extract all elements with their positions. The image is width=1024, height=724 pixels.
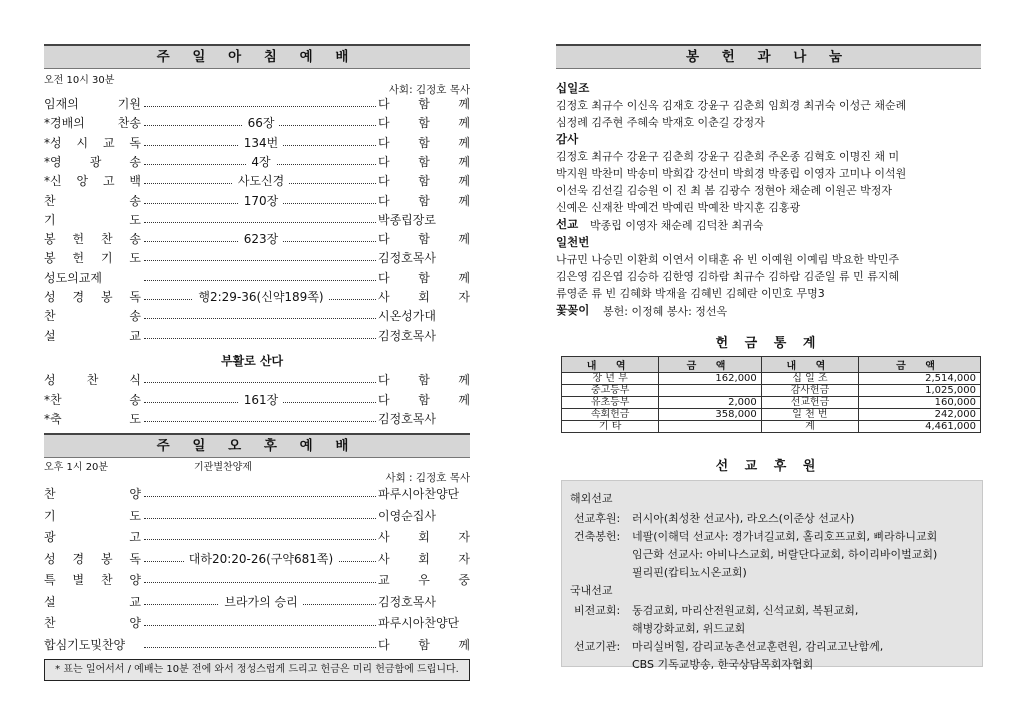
order-row <box>44 211 470 230</box>
finance-cell <box>659 421 761 433</box>
finance-row <box>562 373 981 385</box>
order-item-leader: 사 회 자 <box>378 290 470 304</box>
order-item-leader: 다 함 께 <box>378 154 470 169</box>
order-item-name: *축 도 <box>44 412 141 426</box>
morning-service-banner: 주 일 아 침 예 배 <box>44 44 470 69</box>
order-item-name: *신 앙 고 백 <box>44 174 141 189</box>
order-item-detail-text: 170장 <box>239 194 284 208</box>
mission-label: 선교후원: <box>574 512 621 525</box>
order-item-name: 합심기도및찬양 <box>44 637 126 652</box>
order-item-name: 설 교 <box>44 328 141 343</box>
leader-dots <box>144 325 376 339</box>
order-row <box>44 410 470 429</box>
afternoon-service-banner: 주 일 오 후 예 배 <box>44 433 470 458</box>
finance-cell: 계 <box>761 421 858 433</box>
order-item-detail <box>164 593 358 612</box>
order-item-detail <box>164 391 358 410</box>
mission-text: 마리실버힐, 감리교농촌선교훈련원, 감리교고난함께, <box>632 640 884 653</box>
finance-cell: 십 일 조 <box>761 373 858 385</box>
order-row <box>44 269 470 288</box>
order-row <box>44 307 470 326</box>
mission-text: 러시아(최성찬 선교사), 라오스(이준상 선교사) <box>632 512 855 525</box>
leader-dots <box>144 369 376 383</box>
mission-text: CBS 기독교방송, 한국상담목회자협회 <box>632 658 814 671</box>
order-item-detail-text: 행2:29-36(신약189쪽) <box>193 290 328 304</box>
offering-names-line: 심정례 김주현 주혜숙 박재호 이춘길 강정자 <box>556 116 765 129</box>
leader-dots <box>144 247 376 261</box>
order-item-leader: 김정호목사 <box>378 412 436 426</box>
finance-title: 헌 금 통 계 <box>715 336 822 351</box>
leader-dots <box>144 305 376 319</box>
finance-row <box>562 421 981 433</box>
order-item-name: 기 도 <box>44 212 141 227</box>
order-item-leader: 다 함 께 <box>378 97 470 111</box>
order-item-detail <box>164 192 358 211</box>
finance-cell: 속회헌금 <box>562 409 659 421</box>
finance-cell: 4,461,000 <box>859 421 981 433</box>
order-item-detail <box>164 172 358 191</box>
mission-text: 네팔(이해덕 선교사: 경가녀길교회, 홀리호프교회, 삐라하니교회 <box>632 530 938 543</box>
leader-dots <box>144 505 376 519</box>
order-row <box>44 230 470 249</box>
order-row <box>44 134 470 153</box>
afternoon-host: 사회 : 김정호 목사 <box>385 472 470 484</box>
leader-dots <box>144 526 376 540</box>
order-item-detail-text: 사도신경 <box>233 174 289 188</box>
order-item-leader: 다 함 께 <box>378 392 470 407</box>
leader-dots <box>144 569 376 583</box>
order-item-name: *성 시 교 독 <box>44 135 141 150</box>
finance-cell <box>659 385 761 397</box>
morning-time: 오전 10시 30분 <box>44 75 115 86</box>
order-item-name: *찬 송 <box>44 392 141 407</box>
order-item-leader: 김정호목사 <box>378 328 436 343</box>
finance-cell: 162,000 <box>659 373 761 385</box>
order-row <box>44 528 470 547</box>
morning-sermon-title: 부활로 산다 <box>221 354 284 368</box>
overseas-label: 해외선교 <box>570 492 613 505</box>
order-item-name: *경배의 찬송 <box>44 116 141 131</box>
finance-cell: 유초등부 <box>562 397 659 409</box>
finance-cell: 장 년 부 <box>562 373 659 385</box>
order-item-detail-text: 623장 <box>239 232 284 246</box>
finance-cell: 2,514,000 <box>859 373 981 385</box>
order-row <box>44 391 470 410</box>
order-item-name: 찬 양 <box>44 616 141 630</box>
order-row <box>44 249 470 268</box>
order-item-leader: 김정호목사 <box>378 251 436 266</box>
order-item-name: 특 별 찬 양 <box>44 573 141 587</box>
offering-banner: 봉 헌 과 나 눔 <box>556 44 981 69</box>
offering-group-label: 선교 <box>556 217 579 231</box>
finance-header: 내 역 <box>562 357 659 373</box>
order-item-name: 찬 송 <box>44 309 141 324</box>
finance-cell: 358,000 <box>659 409 761 421</box>
finance-cell: 242,000 <box>859 409 981 421</box>
order-item-leader: 교 우 중 <box>378 573 470 587</box>
order-item-detail-text: 4장 <box>246 155 275 169</box>
order-row <box>44 288 470 307</box>
order-item-detail-text: 134번 <box>239 136 284 150</box>
order-item-leader: 시온성가대 <box>378 309 436 324</box>
finance-header: 금 액 <box>859 357 981 373</box>
order-item-name: *영 광 송 <box>44 154 141 169</box>
order-item-name: 성도의교제 <box>44 270 102 285</box>
order-item-name: 성 경 봉 독 <box>44 551 141 566</box>
order-item-name: 설 교 <box>44 594 141 609</box>
finance-cell: 1,025,000 <box>859 385 981 397</box>
mission-text: 해병강화교회, 위드교회 <box>632 622 746 635</box>
offering-names-line: 신예은 신재찬 박예건 박예린 박예찬 박지훈 김홍광 <box>556 201 801 214</box>
finance-cell: 선교헌금 <box>761 397 858 409</box>
order-item-leader: 다 함 께 <box>378 373 470 387</box>
order-item-leader: 다 함 께 <box>378 193 470 208</box>
order-row <box>44 114 470 133</box>
mission-text: 동검교회, 마리산전원교회, 신석교회, 복된교회, <box>632 604 859 617</box>
finance-cell: 중고등부 <box>562 385 659 397</box>
order-row <box>44 371 470 390</box>
finance-row <box>562 385 981 397</box>
mission-label: 비전교회: <box>574 604 621 617</box>
order-row <box>44 507 470 526</box>
order-row <box>44 571 470 590</box>
order-item-leader: 다 함 께 <box>378 232 470 247</box>
order-row <box>44 485 470 504</box>
finance-cell: 감사헌금 <box>761 385 858 397</box>
order-item-leader: 다 함 께 <box>378 637 470 652</box>
offering-group-label: 감사 <box>556 132 579 146</box>
finance-row <box>562 397 981 409</box>
leader-dots <box>144 93 376 107</box>
footnote: * 표는 일어서서 / 예배는 10분 전에 와서 정성스럽게 드리고 헌금은 미리 헌금함에 드립니다. <box>44 659 470 681</box>
order-item-leader: 사 회 자 <box>378 530 470 544</box>
order-item-detail-text: 66장 <box>243 116 280 130</box>
order-item-name: 찬 송 <box>44 193 141 208</box>
order-item-detail-text: 브라가의 승리 <box>219 595 302 609</box>
order-row <box>44 153 470 172</box>
order-item-leader: 다 함 께 <box>378 174 470 189</box>
offering-names-line: 김은영 김은엽 김승하 김한영 김하람 최규수 김하람 김준일 류 민 류지혜 <box>556 270 900 283</box>
order-row <box>44 614 470 633</box>
finance-table <box>561 356 981 433</box>
order-row <box>44 593 470 612</box>
offering-group-label: 일천번 <box>556 235 590 249</box>
order-row <box>44 172 470 191</box>
offering-group-label: 꽃꽂이 <box>556 303 590 317</box>
order-item-leader: 파루시아찬양단 <box>378 487 460 501</box>
order-item-detail <box>164 153 358 172</box>
mission-label: 선교기관: <box>574 640 621 653</box>
order-item-name: 광 고 <box>44 530 141 544</box>
order-row <box>44 192 470 211</box>
order-row <box>44 550 470 569</box>
order-item-leader: 이영순집사 <box>378 508 436 523</box>
order-item-detail-text: 161장 <box>239 393 284 407</box>
mission-title: 선 교 후 원 <box>715 459 822 474</box>
order-item-leader: 사 회 자 <box>378 551 470 566</box>
order-item-leader: 김정호목사 <box>378 594 436 609</box>
order-item-leader: 다 함 께 <box>378 135 470 150</box>
order-item-name: 봉 헌 기 도 <box>44 251 141 266</box>
order-item-name: 임재의 기원 <box>44 97 141 111</box>
order-item-leader: 파루시아찬양단 <box>378 616 460 630</box>
finance-cell: 2,000 <box>659 397 761 409</box>
mission-label: 건축봉헌: <box>574 530 621 543</box>
offering-group-inline: 박종립 이영자 채순례 김덕찬 최귀숙 <box>590 219 764 232</box>
order-row <box>44 636 470 655</box>
order-item-detail-text: 대하20:20-26(구약681쪽) <box>184 552 338 566</box>
leader-dots <box>144 408 376 422</box>
finance-header: 내 역 <box>761 357 858 373</box>
order-row <box>44 95 470 114</box>
finance-header: 금 액 <box>659 357 761 373</box>
mission-box <box>561 480 983 671</box>
offering-group-inline: 봉헌: 이정혜 봉사: 정선옥 <box>603 305 728 318</box>
order-item-leader: 다 함 께 <box>378 116 470 131</box>
leader-dots <box>144 209 376 223</box>
order-item-name: 봉 헌 찬 송 <box>44 232 141 247</box>
offering-names-line: 박지원 박찬미 박송미 박희갑 강선미 박희경 박종립 이영자 고미나 이석원 <box>556 167 907 180</box>
mission-text: 필리핀(캅티뇨시온교회) <box>632 566 747 579</box>
offering-names-line: 나규민 나승민 이환희 이연서 이태훈 유 빈 이예원 이예림 박요한 박민주 <box>556 253 900 266</box>
leader-dots <box>144 483 376 497</box>
mission-text: 임근화 선교사: 아비나스교회, 버랄단다교회, 하이리바이벌교회) <box>632 548 938 561</box>
order-item-name: 성 경 봉 독 <box>44 290 141 304</box>
offering-names-line: 류영준 류 빈 김혜화 박재율 김혜빈 김혜란 이민호 무명3 <box>556 287 825 300</box>
offering-names-line: 김정호 최규수 이신옥 김재호 강윤구 김춘희 임희경 최귀숙 이성근 채순례 <box>556 99 907 112</box>
order-row <box>44 327 470 346</box>
order-item-name: 기 도 <box>44 508 141 523</box>
order-item-detail <box>164 134 358 153</box>
morning-host: 사회: 김정호 목사 <box>388 84 470 96</box>
finance-cell: 160,000 <box>859 397 981 409</box>
finance-cell: 기 타 <box>562 421 659 433</box>
order-item-detail <box>164 114 358 133</box>
order-item-name: 성 찬 식 <box>44 373 141 387</box>
order-item-detail <box>164 550 358 569</box>
finance-row <box>562 409 981 421</box>
offering-group-label: 십일조 <box>556 81 590 95</box>
domestic-label: 국내선교 <box>570 584 613 597</box>
afternoon-subtitle: 기관별찬양제 <box>194 462 252 473</box>
order-item-leader: 박종립장로 <box>378 212 436 227</box>
leader-dots <box>144 612 376 626</box>
order-item-leader: 다 함 께 <box>378 270 470 285</box>
offering-names-line: 이선욱 김선길 김승원 이 진 최 봄 김광수 정현아 채순례 이원곤 박정자 <box>556 184 892 197</box>
order-item-name: 찬 양 <box>44 487 141 501</box>
offering-names-line: 김정호 최규수 강윤구 김춘희 강윤구 김춘희 주온종 김혁호 이명진 채 미 <box>556 150 900 163</box>
leader-dots <box>144 267 376 281</box>
leader-dots <box>144 634 376 648</box>
order-item-detail <box>164 230 358 249</box>
finance-cell: 일 천 번 <box>761 409 858 421</box>
order-item-detail <box>164 288 358 307</box>
afternoon-time: 오후 1시 20분 <box>44 462 109 473</box>
